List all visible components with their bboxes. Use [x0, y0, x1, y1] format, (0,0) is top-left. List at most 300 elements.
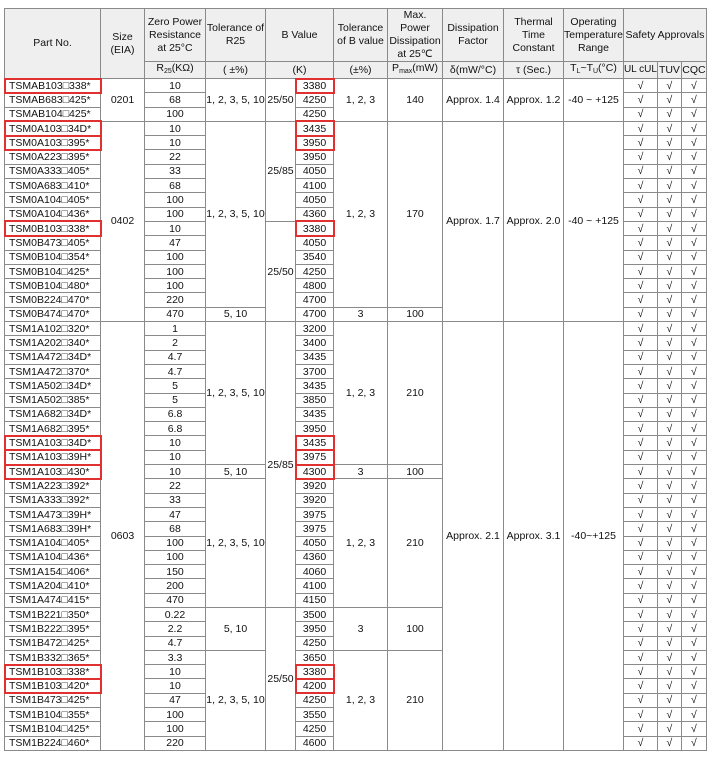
b-value-cell: 4250 [296, 107, 334, 121]
part-number-cell: TSM1A502□385* [5, 393, 101, 407]
tolerance-b-cell: 3 [334, 465, 388, 479]
b-value-cell: 3950 [296, 150, 334, 164]
tuv-check-cell: √ [657, 322, 681, 336]
header-tol-b: Tolerance of B value [334, 9, 388, 62]
b-value-cell: 3950 [296, 422, 334, 436]
b-value-cell: 4100 [296, 179, 334, 193]
b-value-cell: 4250 [296, 264, 334, 278]
resistance-cell: 100 [145, 264, 206, 278]
b-value-cell: 3435 [296, 350, 334, 364]
cqc-check-cell: √ [681, 79, 706, 93]
ul-check-cell: √ [623, 393, 657, 407]
tuv-check-cell: √ [657, 579, 681, 593]
cqc-check-cell: √ [681, 207, 706, 221]
cqc-check-cell: √ [681, 164, 706, 178]
b-value-cell: 3650 [296, 650, 334, 664]
ul-check-cell: √ [623, 422, 657, 436]
dissipation-cell: Approx. 2.1 [443, 322, 504, 751]
part-number-cell: TSM1A102□320* [5, 322, 101, 336]
resistance-cell: 5 [145, 379, 206, 393]
resistance-cell: 47 [145, 236, 206, 250]
cqc-check-cell: √ [681, 436, 706, 450]
resistance-cell: 10 [145, 79, 206, 93]
part-number-cell: TSM1A472□34D* [5, 350, 101, 364]
ul-check-cell: √ [623, 450, 657, 464]
b-value-cell: 4150 [296, 593, 334, 607]
resistance-cell: 10 [145, 450, 206, 464]
op-temp-cell: -40~+125 [564, 322, 624, 751]
b-value-cell: 4600 [296, 736, 334, 750]
part-number-cell: TSM1A682□395* [5, 422, 101, 436]
tuv-check-cell: √ [657, 708, 681, 722]
b-value-cell: 3975 [296, 522, 334, 536]
b-value-cell: 4250 [296, 93, 334, 107]
b-value-cell: 4050 [296, 536, 334, 550]
tolerance-r25-cell: 1, 2, 3, 5, 10 [206, 479, 266, 608]
cqc-check-cell: √ [681, 379, 706, 393]
tuv-check-cell: √ [657, 693, 681, 707]
b-value-cell: 3500 [296, 607, 334, 621]
table-row [5, 121, 707, 135]
part-number-cell: TSM1A103□39H* [5, 450, 101, 464]
tuv-check-cell: √ [657, 650, 681, 664]
part-number-cell: TSM0B473□405* [5, 236, 101, 250]
tuv-check-cell: √ [657, 493, 681, 507]
cqc-check-cell: √ [681, 264, 706, 278]
ul-check-cell: √ [623, 522, 657, 536]
cqc-check-cell: √ [681, 322, 706, 336]
tuv-check-cell: √ [657, 150, 681, 164]
tolerance-b-cell: 1, 2, 3 [334, 650, 388, 750]
cqc-check-cell: √ [681, 693, 706, 707]
b-value-cell: 3920 [296, 493, 334, 507]
ul-check-cell: √ [623, 693, 657, 707]
spec-table [4, 8, 707, 751]
tuv-check-cell: √ [657, 636, 681, 650]
ul-check-cell: √ [623, 236, 657, 250]
part-number-cell: TSM1B222□395* [5, 622, 101, 636]
op-temp-cell: -40 ~ +125 [564, 79, 624, 122]
b-value-cell: 4250 [296, 722, 334, 736]
tuv-check-cell: √ [657, 79, 681, 93]
ul-check-cell: √ [623, 207, 657, 221]
ul-check-cell: √ [623, 493, 657, 507]
resistance-cell: 22 [145, 150, 206, 164]
max-power-cell: 100 [388, 607, 443, 650]
tuv-check-cell: √ [657, 665, 681, 679]
resistance-cell: 2 [145, 336, 206, 350]
header-part-no: Part No. [5, 9, 101, 79]
header-zero-power: Zero Power Resistance at 25°C [145, 9, 206, 62]
unit-delta: δ(mW/°C) [443, 62, 504, 79]
cqc-check-cell: √ [681, 336, 706, 350]
part-number-cell: TSM0A333□405* [5, 164, 101, 178]
b-value-cell: 4700 [296, 307, 334, 321]
table-row [5, 79, 707, 93]
cqc-check-cell: √ [681, 636, 706, 650]
part-number-cell: TSM0B224□470* [5, 293, 101, 307]
ul-check-cell: √ [623, 364, 657, 378]
ul-check-cell: √ [623, 550, 657, 564]
cqc-check-cell: √ [681, 293, 706, 307]
ul-check-cell: √ [623, 407, 657, 421]
ul-check-cell: √ [623, 179, 657, 193]
cqc-check-cell: √ [681, 593, 706, 607]
tolerance-r25-cell: 5, 10 [206, 465, 266, 479]
ul-check-cell: √ [623, 507, 657, 521]
ul-check-cell: √ [623, 322, 657, 336]
thermal-cell: Approx. 2.0 [504, 121, 564, 321]
cqc-check-cell: √ [681, 107, 706, 121]
cqc-check-cell: √ [681, 93, 706, 107]
ul-check-cell: √ [623, 622, 657, 636]
ul-check-cell: √ [623, 150, 657, 164]
tuv-check-cell: √ [657, 465, 681, 479]
thermal-cell: Approx. 1.2 [504, 79, 564, 122]
resistance-cell: 68 [145, 93, 206, 107]
b-value-cell: 3435 [296, 379, 334, 393]
ul-check-cell: √ [623, 736, 657, 750]
b-value-cell: 4700 [296, 293, 334, 307]
ul-check-cell: √ [623, 164, 657, 178]
b-value-cell: 3380 [296, 221, 334, 235]
max-power-cell: 140 [388, 79, 443, 122]
header-size: Size (EIA) [101, 9, 145, 79]
part-number-cell: TSM1A683□39H* [5, 522, 101, 536]
tuv-check-cell: √ [657, 422, 681, 436]
cqc-check-cell: √ [681, 650, 706, 664]
cqc-check-cell: √ [681, 407, 706, 421]
part-number-cell: TSM0B474□470* [5, 307, 101, 321]
ul-check-cell: √ [623, 307, 657, 321]
max-power-cell: 210 [388, 650, 443, 750]
b-value-cell: 3550 [296, 708, 334, 722]
part-number-cell: TSM0A103□34D* [5, 121, 101, 135]
part-number-cell: TSM0B103□338* [5, 221, 101, 235]
unit-pmax: $P_{max}(mW)$ [388, 62, 443, 79]
part-number-cell: TSM1B332□365* [5, 650, 101, 664]
part-number-cell: TSM1A204□410* [5, 579, 101, 593]
ul-check-cell: √ [623, 350, 657, 364]
part-number-cell: TSM1A104□436* [5, 550, 101, 564]
resistance-cell: 100 [145, 536, 206, 550]
cqc-check-cell: √ [681, 236, 706, 250]
part-number-cell: TSM1B103□420* [5, 679, 101, 693]
part-number-cell: TSM1B221□350* [5, 607, 101, 621]
ul-check-cell: √ [623, 479, 657, 493]
tuv-check-cell: √ [657, 736, 681, 750]
tuv-check-cell: √ [657, 364, 681, 378]
b-value-cell: 4100 [296, 579, 334, 593]
tolerance-b-cell: 3 [334, 607, 388, 650]
tolerance-r25-cell: 5, 10 [206, 607, 266, 650]
cqc-check-cell: √ [681, 708, 706, 722]
resistance-cell: 47 [145, 693, 206, 707]
b-value-cell: 3435 [296, 407, 334, 421]
tuv-check-cell: √ [657, 507, 681, 521]
b-value-cell: 4300 [296, 465, 334, 479]
unit-temp: $T_L\sim T_U(^\circ C)$ [564, 62, 624, 79]
header-op-temp: Operating Temperature Range [564, 9, 624, 62]
tuv-check-cell: √ [657, 436, 681, 450]
b-value-cell: 4250 [296, 636, 334, 650]
b-value-cell: 3700 [296, 364, 334, 378]
tuv-check-cell: √ [657, 550, 681, 564]
resistance-cell: 100 [145, 250, 206, 264]
ul-check-cell: √ [623, 665, 657, 679]
tolerance-b-cell: 1, 2, 3 [334, 79, 388, 122]
ul-check-cell: √ [623, 465, 657, 479]
part-number-cell: TSM1B472□425* [5, 636, 101, 650]
resistance-cell: 220 [145, 293, 206, 307]
tuv-check-cell: √ [657, 221, 681, 235]
thermal-cell: Approx. 3.1 [504, 322, 564, 751]
tuv-check-cell: √ [657, 407, 681, 421]
cqc-check-cell: √ [681, 350, 706, 364]
ul-check-cell: √ [623, 579, 657, 593]
b-condition-cell: 25/50 [266, 79, 296, 122]
part-number-cell: TSM1B103□338* [5, 665, 101, 679]
tolerance-r25-cell: 1, 2, 3, 5, 10 [206, 650, 266, 750]
header-ul-cul: UL cUL [623, 62, 657, 79]
ul-check-cell: √ [623, 293, 657, 307]
tuv-check-cell: √ [657, 379, 681, 393]
part-number-cell: TSM1A682□34D* [5, 407, 101, 421]
resistance-cell: 470 [145, 307, 206, 321]
tuv-check-cell: √ [657, 164, 681, 178]
part-number-cell: TSM0A104□405* [5, 193, 101, 207]
cqc-check-cell: √ [681, 722, 706, 736]
ul-check-cell: √ [623, 279, 657, 293]
header-b-value: B Value [266, 9, 334, 62]
cqc-check-cell: √ [681, 665, 706, 679]
resistance-cell: 100 [145, 193, 206, 207]
b-value-cell: 3950 [296, 622, 334, 636]
ul-check-cell: √ [623, 121, 657, 135]
tuv-check-cell: √ [657, 536, 681, 550]
tuv-check-cell: √ [657, 264, 681, 278]
part-number-cell: TSM0B104□425* [5, 264, 101, 278]
resistance-cell: 33 [145, 493, 206, 507]
tuv-check-cell: √ [657, 179, 681, 193]
ul-check-cell: √ [623, 607, 657, 621]
cqc-check-cell: √ [681, 193, 706, 207]
cqc-check-cell: √ [681, 465, 706, 479]
resistance-cell: 100 [145, 550, 206, 564]
header-tuv: TUV [657, 62, 681, 79]
tuv-check-cell: √ [657, 393, 681, 407]
tuv-check-cell: √ [657, 522, 681, 536]
tuv-check-cell: √ [657, 307, 681, 321]
b-value-cell: 4050 [296, 164, 334, 178]
cqc-check-cell: √ [681, 136, 706, 150]
tolerance-b-cell: 3 [334, 307, 388, 321]
ul-check-cell: √ [623, 193, 657, 207]
unit-tol: ( ±%) [206, 62, 266, 79]
ul-check-cell: √ [623, 136, 657, 150]
tolerance-r25-cell: 1, 2, 3, 5, 10 [206, 322, 266, 465]
ul-check-cell: √ [623, 379, 657, 393]
header-tol-r25: Tolerance of R25 [206, 9, 266, 62]
cqc-check-cell: √ [681, 179, 706, 193]
b-condition-cell: 25/85 [266, 322, 296, 608]
cqc-check-cell: √ [681, 450, 706, 464]
part-number-cell: TSM1A154□406* [5, 565, 101, 579]
tuv-check-cell: √ [657, 279, 681, 293]
b-value-cell: 3380 [296, 79, 334, 93]
resistance-cell: 2.2 [145, 622, 206, 636]
part-number-cell: TSM0B104□480* [5, 279, 101, 293]
header-max-power: Max. Power Dissipation at 25℃ [389, 9, 441, 60]
tuv-check-cell: √ [657, 479, 681, 493]
tolerance-r25-cell: 5, 10 [206, 307, 266, 321]
tuv-check-cell: √ [657, 136, 681, 150]
part-number-cell: TSM1A474□415* [5, 593, 101, 607]
ul-check-cell: √ [623, 79, 657, 93]
b-value-cell: 3200 [296, 322, 334, 336]
part-number-cell: TSM0B104□354* [5, 250, 101, 264]
ul-check-cell: √ [623, 221, 657, 235]
resistance-cell: 150 [145, 565, 206, 579]
tuv-check-cell: √ [657, 350, 681, 364]
cqc-check-cell: √ [681, 736, 706, 750]
resistance-cell: 100 [145, 708, 206, 722]
b-value-cell: 3435 [296, 436, 334, 450]
resistance-cell: 100 [145, 207, 206, 221]
ul-check-cell: √ [623, 536, 657, 550]
tuv-check-cell: √ [657, 565, 681, 579]
tuv-check-cell: √ [657, 236, 681, 250]
ul-check-cell: √ [623, 264, 657, 278]
b-condition-cell: 25/50 [266, 607, 296, 750]
resistance-cell: 33 [145, 164, 206, 178]
part-number-cell: TSMAB104□425* [5, 107, 101, 121]
resistance-cell: 4.7 [145, 350, 206, 364]
tuv-check-cell: √ [657, 207, 681, 221]
tuv-check-cell: √ [657, 250, 681, 264]
cqc-check-cell: √ [681, 221, 706, 235]
ul-check-cell: √ [623, 107, 657, 121]
header-cqc: CQC [681, 62, 706, 79]
tolerance-r25-cell: 1, 2, 3, 5, 10 [206, 121, 266, 307]
b-value-cell: 4050 [296, 193, 334, 207]
tolerance-b-cell: 1, 2, 3 [334, 121, 388, 307]
b-value-cell: 4050 [296, 236, 334, 250]
tuv-check-cell: √ [657, 722, 681, 736]
resistance-cell: 10 [145, 121, 206, 135]
part-number-cell: TSM0A103□395* [5, 136, 101, 150]
part-number-cell: TSM1B224□460* [5, 736, 101, 750]
resistance-cell: 6.8 [145, 422, 206, 436]
ul-check-cell: √ [623, 250, 657, 264]
tuv-check-cell: √ [657, 293, 681, 307]
resistance-cell: 3.3 [145, 650, 206, 664]
ul-check-cell: √ [623, 650, 657, 664]
unit-tau: τ (Sec.) [504, 62, 564, 79]
resistance-cell: 68 [145, 179, 206, 193]
resistance-cell: 10 [145, 136, 206, 150]
cqc-check-cell: √ [681, 479, 706, 493]
tuv-check-cell: √ [657, 607, 681, 621]
tuv-check-cell: √ [657, 450, 681, 464]
part-number-cell: TSM1A104□405* [5, 536, 101, 550]
size-cell: 0603 [101, 322, 145, 751]
b-value-cell: 3435 [296, 121, 334, 135]
resistance-cell: 220 [145, 736, 206, 750]
b-condition-cell: 25/85 [266, 121, 296, 221]
resistance-cell: 100 [145, 722, 206, 736]
part-number-cell: TSM1A502□34D* [5, 379, 101, 393]
resistance-cell: 10 [145, 465, 206, 479]
resistance-cell: 5 [145, 393, 206, 407]
ul-check-cell: √ [623, 93, 657, 107]
ul-check-cell: √ [623, 336, 657, 350]
resistance-cell: 10 [145, 679, 206, 693]
part-number-cell: TSM1B473□425* [5, 693, 101, 707]
resistance-cell: 100 [145, 107, 206, 121]
resistance-cell: 1 [145, 322, 206, 336]
cqc-check-cell: √ [681, 565, 706, 579]
cqc-check-cell: √ [681, 250, 706, 264]
b-value-cell: 4200 [296, 679, 334, 693]
part-number-cell: TSM1B104□355* [5, 708, 101, 722]
resistance-cell: 6.8 [145, 407, 206, 421]
table-row [5, 322, 707, 336]
b-value-cell: 4250 [296, 693, 334, 707]
b-value-cell: 4800 [296, 279, 334, 293]
b-value-cell: 4060 [296, 565, 334, 579]
part-number-cell: TSM1A103□430* [5, 465, 101, 479]
part-number-cell: TSM1A473□39H* [5, 507, 101, 521]
resistance-cell: 10 [145, 665, 206, 679]
unit-b: (K) [266, 62, 334, 79]
dissipation-cell: Approx. 1.4 [443, 79, 504, 122]
max-power-cell: 100 [388, 465, 443, 479]
tolerance-r25-cell: 1, 2, 3, 5, 10 [206, 79, 266, 122]
ul-check-cell: √ [623, 436, 657, 450]
part-number-cell: TSMAB103□338* [5, 79, 101, 93]
part-number-cell: TSM1A333□392* [5, 493, 101, 507]
tuv-check-cell: √ [657, 121, 681, 135]
b-value-cell: 3380 [296, 665, 334, 679]
resistance-cell: 4.7 [145, 364, 206, 378]
size-cell: 0201 [101, 79, 145, 122]
cqc-check-cell: √ [681, 536, 706, 550]
b-condition-cell: 25/50 [266, 221, 296, 321]
op-temp-cell: -40 ~ +125 [564, 121, 624, 321]
part-number-cell: TSM0A104□436* [5, 207, 101, 221]
tuv-check-cell: √ [657, 593, 681, 607]
ul-check-cell: √ [623, 593, 657, 607]
ul-check-cell: √ [623, 565, 657, 579]
max-power-cell: 100 [388, 307, 443, 321]
tolerance-b-cell: 1, 2, 3 [334, 322, 388, 465]
size-cell: 0402 [101, 121, 145, 321]
cqc-check-cell: √ [681, 422, 706, 436]
part-number-cell: TSM0A223□395* [5, 150, 101, 164]
resistance-cell: 47 [145, 507, 206, 521]
tuv-check-cell: √ [657, 93, 681, 107]
part-number-cell: TSM1A223□392* [5, 479, 101, 493]
tuv-check-cell: √ [657, 193, 681, 207]
cqc-check-cell: √ [681, 279, 706, 293]
unit-tolb: (±%) [334, 62, 388, 79]
part-number-cell: TSM1A202□340* [5, 336, 101, 350]
part-number-cell: TSMAB683□425* [5, 93, 101, 107]
cqc-check-cell: √ [681, 121, 706, 135]
tuv-check-cell: √ [657, 336, 681, 350]
part-number-cell: TSM1B104□425* [5, 722, 101, 736]
